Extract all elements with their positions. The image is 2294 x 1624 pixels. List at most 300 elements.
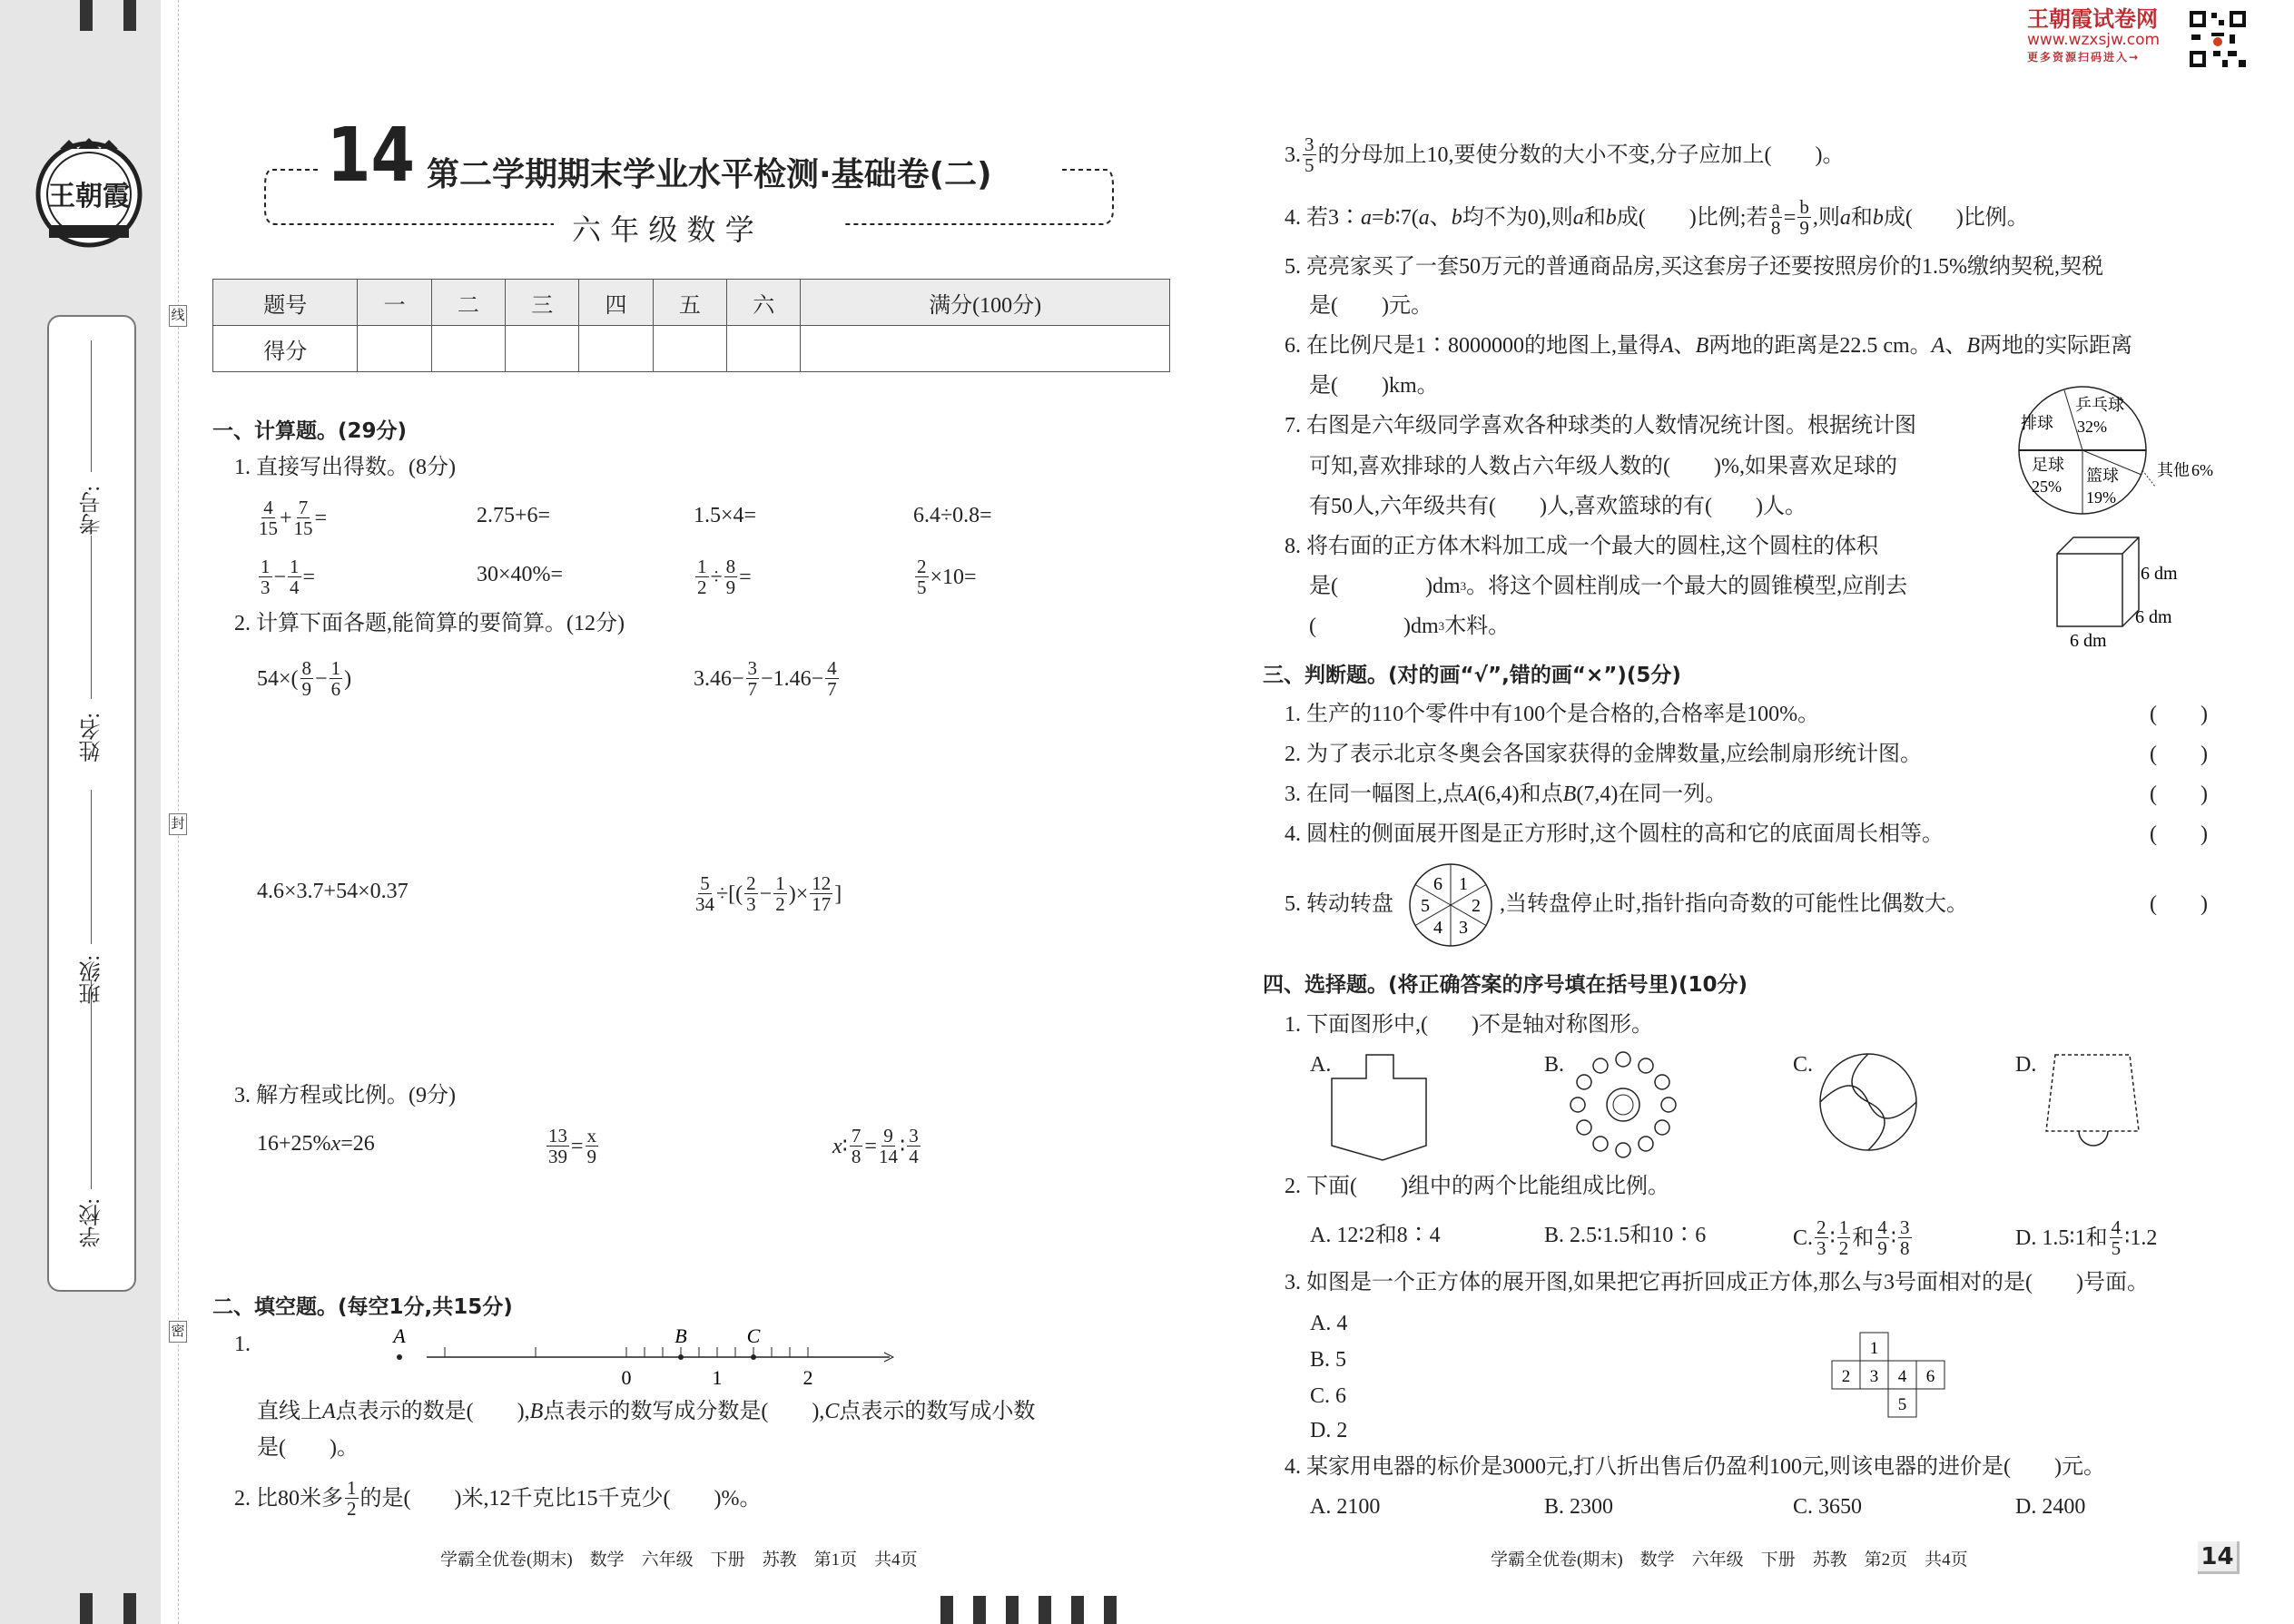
crop-mark <box>80 1593 93 1624</box>
text-run: 4. 圆柱的侧面展开图是正方形时,这个圆柱的高和它的底面周长相等。 <box>1285 822 1944 846</box>
choice-4-option-a: A. 2100 <box>1310 1495 1381 1519</box>
brand-logo[interactable] <box>2027 7 2160 64</box>
numerator: 8 <box>725 556 736 577</box>
slice-label: 篮球 <box>2086 467 2119 485</box>
slice-value: 19% <box>2086 488 2116 507</box>
text-run: 木料。 <box>1444 615 1511 638</box>
cube-figure <box>2052 534 2233 652</box>
score-cell[interactable] <box>727 326 801 372</box>
choice-1-option-a: A. <box>1310 1053 1332 1077</box>
text-run: 点表示的数写成小数 <box>839 1400 1036 1423</box>
variable: a <box>1361 205 1372 230</box>
variable: b <box>1383 205 1395 230</box>
school-field[interactable] <box>91 980 92 1189</box>
text-run: 三、判断题。(对的画“√”,错的画“×”)(5分) <box>1263 664 1681 687</box>
fraction <box>2110 1217 2123 1258</box>
numerator: b <box>1799 196 1809 218</box>
score-cell[interactable] <box>506 326 579 372</box>
text-run: 1.5×4= <box>694 504 757 527</box>
crop-mark <box>123 0 136 31</box>
text-run: = <box>1372 205 1384 230</box>
slice-value: 32% <box>2077 418 2107 436</box>
text-run: = <box>571 1134 584 1158</box>
fraction <box>1898 1217 1912 1258</box>
answer-paren[interactable]: ( ) <box>2150 703 2208 726</box>
text-run: =26 <box>340 1132 375 1156</box>
denominator: 34 <box>695 893 714 915</box>
fill-7-cont <box>1309 488 1807 525</box>
fraction <box>345 1478 359 1519</box>
text-run: = <box>302 565 316 589</box>
choice-2-option-c <box>1793 1217 1914 1258</box>
numerator: 5 <box>700 872 710 894</box>
publisher-logo <box>33 134 145 252</box>
variable: b <box>1872 205 1884 230</box>
text-run: −1.46− <box>761 666 824 691</box>
calc-item <box>913 497 992 534</box>
numerator: 1 <box>775 872 785 894</box>
numerator: 13 <box>548 1125 567 1147</box>
text-run: ,则 <box>1812 205 1840 230</box>
numerator: 3 <box>909 1125 919 1147</box>
header-cell: 三 <box>506 280 579 326</box>
cube-width-label: 6 dm <box>2070 631 2107 651</box>
fraction <box>1769 197 1781 238</box>
crop-mark <box>1104 1596 1117 1624</box>
text-run: 的分母加上10,要使分数的大小不变,分子应加上( )。 <box>1317 143 1845 167</box>
text-run: 1. 直接写出得数。(8分) <box>234 456 456 479</box>
numerator: 4 <box>263 497 273 518</box>
cube-height-label: 6 dm <box>2141 564 2178 584</box>
numerator: 1 <box>261 556 271 577</box>
denominator: 2 <box>347 1498 357 1520</box>
net-face-label: 2 <box>1841 1367 1851 1386</box>
text-run: 5. 转动转盘 <box>1285 892 1393 916</box>
crop-mark <box>123 1593 136 1624</box>
text-run: 2. 比80米多 <box>234 1486 343 1511</box>
table-row <box>213 326 1170 372</box>
fraction <box>746 658 760 699</box>
text-run: 6.4÷0.8= <box>913 504 992 527</box>
text-run: − <box>273 565 287 589</box>
text-run: 的是( )米,12千克比15千克少( )%。 <box>359 1486 762 1511</box>
choice-3-option-b: B. 5 <box>1310 1348 1347 1372</box>
text-run: (7,4)在同一列。 <box>1576 782 1728 806</box>
slice-value: 25% <box>2032 477 2062 496</box>
text-run: = <box>314 506 328 530</box>
choice-4 <box>1285 1449 2105 1485</box>
variable: x <box>330 1132 341 1156</box>
net-face-label: 3 <box>1869 1367 1879 1386</box>
crop-mark <box>940 1596 953 1624</box>
sector-label: 2 <box>1472 896 1481 916</box>
text-run: 3. 解方程或比例。(9分) <box>234 1084 456 1107</box>
numerator: 7 <box>298 497 309 518</box>
fraction <box>1303 134 1316 175</box>
text-run: 是( )。 <box>257 1436 359 1460</box>
equation <box>257 1126 375 1162</box>
denominator: 9 <box>725 576 736 598</box>
text-run: − <box>759 881 773 906</box>
pie-chart <box>2010 381 2228 527</box>
tick-label: 2 <box>802 1366 813 1389</box>
page-footer: 学霸全优卷(期末) 数学 六年级 下册 苏教 第1页 共4页 <box>440 1550 918 1570</box>
slice-label: 足球 <box>2032 456 2064 474</box>
score-cell[interactable] <box>801 326 1170 372</box>
answer-paren[interactable]: ( ) <box>2150 782 2208 806</box>
denominator: 7 <box>827 678 837 700</box>
brand-name: 王朝霞试卷网 <box>2027 6 2158 32</box>
text-run: ) <box>344 666 352 691</box>
text-run: 。将这个圆柱削成一个最大的圆锥模型,应削去 <box>1466 575 1908 598</box>
text-run: ÷[( <box>716 881 743 906</box>
numerator: 4 <box>2111 1216 2122 1238</box>
denominator: 7 <box>747 678 758 700</box>
denominator: 9 <box>1877 1237 1887 1259</box>
answer-paren[interactable]: ( ) <box>2150 743 2208 766</box>
fill-8-cont <box>1309 608 1510 645</box>
logo-text: 王朝霞 <box>48 181 130 212</box>
judge-1 <box>1285 696 1819 733</box>
text-run: )× <box>788 881 809 906</box>
crop-mark <box>973 1596 986 1624</box>
score-table <box>212 279 1170 372</box>
fraction <box>288 556 301 597</box>
net-face-label: 5 <box>1897 1395 1907 1414</box>
calc-item <box>694 556 752 597</box>
slice-value: 6% <box>2191 461 2213 479</box>
denominator: 39 <box>548 1146 567 1167</box>
leader-line <box>2142 470 2155 487</box>
question-1-1 <box>234 449 456 486</box>
text-run: ×10= <box>930 565 977 589</box>
numerator: 3 <box>747 657 758 679</box>
fraction <box>907 1126 921 1166</box>
brand-url[interactable]: www.wzxsjw.com <box>2027 31 2161 49</box>
section-4-heading <box>1263 967 1748 1003</box>
bind-mark-line: 线 <box>169 305 187 327</box>
text-run: 2. 为了表示北京冬奥会各国家获得的金牌数量,应绘制扇形统计图。 <box>1285 743 1922 766</box>
calc-expression <box>257 658 351 699</box>
fraction <box>915 556 929 597</box>
denominator: 5 <box>2111 1237 2122 1259</box>
text-run: 有50人,六年级共有( )人,喜欢篮球的有( )人。 <box>1309 495 1807 518</box>
score-cell[interactable] <box>431 326 505 372</box>
choice-3 <box>1285 1265 2149 1301</box>
choice-2 <box>1285 1168 1669 1205</box>
text-run: 8. 将右面的正方体木料加工成一个最大的圆柱,这个圆柱的体积 <box>1285 535 1878 558</box>
text-run: 5. 亮亮家买了一套50万元的普通商品房,买这套房子还要按照房价的1.5%缴纳契税,契税 <box>1285 255 2103 279</box>
text-run: ∶7( <box>1394 205 1419 230</box>
denominator: 9 <box>1799 217 1809 239</box>
net-face-label: 4 <box>1897 1367 1907 1386</box>
header-cell: 五 <box>653 280 726 326</box>
question-1-3 <box>234 1078 456 1114</box>
variable: A <box>322 1400 336 1423</box>
text-run: 均不为0),则 <box>1462 205 1573 230</box>
variable: b <box>1605 205 1617 230</box>
choice-1-option-b: B. <box>1544 1053 1565 1077</box>
text-run: 直线上 <box>257 1400 322 1423</box>
student-info-panel <box>47 315 136 1292</box>
header-cell: 六 <box>727 280 801 326</box>
denominator: 3 <box>1816 1237 1826 1259</box>
variable: A <box>1660 334 1674 358</box>
numerator: 9 <box>883 1125 893 1147</box>
score-cell[interactable] <box>579 326 653 372</box>
choice-1-option-c: C. <box>1793 1053 1814 1077</box>
sector-label: 4 <box>1433 918 1442 939</box>
fraction <box>724 556 738 597</box>
text-run: 4. 若3∶ <box>1285 205 1361 230</box>
text-run: 和 <box>1850 205 1873 230</box>
text-run: 二、填空题。(每空1分,共15分) <box>212 1295 513 1319</box>
choice-3-option-c: C. 6 <box>1310 1384 1347 1408</box>
text-run: 7. 右图是六年级同学喜欢各种球类的人数情况统计图。根据统计图 <box>1285 414 1916 438</box>
choice-4-option-b: B. 2300 <box>1544 1495 1614 1519</box>
text-run: 、 <box>1429 205 1452 230</box>
text-run: 3. 在同一幅图上,点 <box>1285 782 1464 806</box>
fill-5 <box>1285 249 2103 285</box>
text-run: 是( )km。 <box>1309 374 1439 398</box>
fold-line <box>178 0 179 1624</box>
text-run: B. 2.5∶1.5和10∶6 <box>1544 1224 1707 1247</box>
text-run: 四、选择题。(将正确答案的序号填在括号里)(10分) <box>1263 973 1748 997</box>
numerator: 1 <box>697 556 707 577</box>
denominator: 2 <box>1838 1237 1849 1259</box>
point-label: B <box>674 1324 687 1347</box>
header-cell: 题号 <box>213 280 358 326</box>
fraction <box>695 556 709 597</box>
fraction <box>586 1126 599 1166</box>
text-run: 4. 某家用电器的标价是3000元,打八折出售后仍盈利100元,则该电器的进价是( )元。 <box>1285 1455 2105 1479</box>
calc-item <box>913 556 977 597</box>
numerator: 2 <box>1816 1216 1826 1238</box>
superscript: 3 <box>1460 579 1467 593</box>
row-label: 得分 <box>213 326 358 372</box>
sector-label: 5 <box>1421 896 1430 916</box>
header-cell: 二 <box>431 280 505 326</box>
denominator: 9 <box>586 1146 597 1167</box>
numerator: 3 <box>1900 1216 1910 1238</box>
variable: A <box>1931 334 1945 358</box>
choice-4-option-c: C. 3650 <box>1793 1495 1863 1519</box>
fill-7 <box>1285 408 1916 444</box>
equation <box>545 1126 600 1166</box>
judge-3 <box>1285 776 1727 812</box>
variable: C <box>824 1400 840 1423</box>
text-run: 可知,喜欢排球的人数占六年级人数的( )%,如果喜欢足球的 <box>1309 455 1897 478</box>
text-run: ∶ <box>842 1134 848 1158</box>
text-run: ∶ <box>899 1134 906 1158</box>
net-face-label: 6 <box>1925 1367 1935 1386</box>
numerator: 1 <box>290 556 300 577</box>
spinner-figure <box>1407 861 1498 951</box>
numerator: 1 <box>330 657 341 679</box>
text-run: 3. <box>1285 143 1301 167</box>
bind-mark-secret: 密 <box>169 1321 187 1343</box>
shape-b-figure <box>1567 1048 1679 1161</box>
denominator: 4 <box>290 576 300 598</box>
text-run: ∶1.2 <box>2124 1225 2158 1250</box>
numerator: 12 <box>812 872 832 894</box>
fraction <box>879 1126 898 1166</box>
fill-2-text <box>234 1478 761 1519</box>
bind-mark-seal: 封 <box>169 813 187 835</box>
fill-7-cont <box>1309 448 1897 485</box>
section-3-heading <box>1263 657 1681 694</box>
answer-paren[interactable]: ( ) <box>2150 822 2208 846</box>
brand-tagline: 更多资源扫码进入→ <box>2027 51 2141 64</box>
equation <box>832 1126 922 1166</box>
calc-item <box>477 497 550 534</box>
text-run: 成( )比例;若 <box>1616 205 1768 230</box>
judge-2 <box>1285 736 1922 773</box>
choice-1 <box>1285 1007 1653 1043</box>
fraction <box>850 1126 863 1166</box>
variable: B <box>1966 334 1981 358</box>
text-run: A. 12∶2和8∶4 <box>1310 1224 1441 1247</box>
fill-8-cont <box>1309 568 1907 605</box>
denominator: 8 <box>1770 217 1781 239</box>
exam-id-field[interactable] <box>91 340 92 472</box>
variable: a <box>1839 205 1851 230</box>
score-cell[interactable] <box>358 326 431 372</box>
denominator: 5 <box>1305 154 1314 176</box>
fraction <box>810 873 832 914</box>
numerator: 4 <box>1877 1216 1887 1238</box>
fraction <box>744 873 758 914</box>
fraction <box>695 873 714 914</box>
class-label: 班级: <box>81 955 104 1005</box>
superscript: 3 <box>1438 619 1445 633</box>
answer-paren[interactable]: ( ) <box>2150 892 2208 916</box>
calc-item <box>694 497 756 534</box>
denominator: 3 <box>261 576 271 598</box>
sector-label: 6 <box>1433 873 1442 894</box>
numerator: 2 <box>917 556 927 577</box>
point-label: A <box>393 1324 406 1347</box>
numerator: 7 <box>851 1125 861 1147</box>
numerator: a <box>1771 196 1780 218</box>
section-2-heading <box>212 1289 513 1325</box>
judge-5-cont <box>1500 886 1968 922</box>
numerator: 1 <box>1838 1216 1849 1238</box>
fraction <box>300 658 314 699</box>
sector-label: 1 <box>1459 873 1468 894</box>
judge-5 <box>1285 886 1393 922</box>
slice-label: 其他 <box>2157 461 2190 479</box>
numerator: 3 <box>1305 133 1314 155</box>
text-run: 成( )比例。 <box>1883 205 2029 230</box>
calc-item <box>257 497 327 538</box>
denominator: 2 <box>697 576 707 598</box>
calc-expression <box>694 658 841 699</box>
question-1-2 <box>234 605 625 642</box>
score-cell[interactable] <box>653 326 726 372</box>
numerator: 1 <box>347 1477 357 1499</box>
text-run: 两地的实际距离 <box>1980 334 2133 358</box>
fill-8 <box>1285 528 1878 565</box>
text-run: 1. 下面图形中,( )不是轴对称图形。 <box>1285 1013 1653 1037</box>
variable: a <box>1418 205 1430 230</box>
fill-5-cont <box>1309 288 1433 324</box>
fill-1-text <box>257 1430 359 1466</box>
variable: A <box>1464 782 1478 806</box>
numerator: x <box>586 1125 597 1147</box>
text-run: (6,4)和点 <box>1477 782 1563 806</box>
text-run: 2. 计算下面各题,能简算的要简算。(12分) <box>234 612 625 635</box>
denominator: 4 <box>909 1146 919 1167</box>
text-run: ∶ <box>1890 1225 1897 1250</box>
text-run: + <box>280 506 292 530</box>
variable: B <box>529 1400 544 1423</box>
fraction <box>1797 197 1811 238</box>
calc-item <box>257 556 315 597</box>
number-line <box>393 1321 908 1393</box>
text-run: 、 <box>1673 334 1696 358</box>
point-label: C <box>746 1324 761 1347</box>
fill-1-number <box>234 1326 251 1363</box>
fraction <box>330 658 343 699</box>
class-field[interactable] <box>91 790 92 944</box>
exam-id-label: 考号: <box>81 486 104 536</box>
cube-depth-label: 6 dm <box>2135 607 2172 627</box>
exam-number: 14 <box>327 113 416 199</box>
text-run: ÷ <box>710 565 723 589</box>
numerator: 4 <box>827 657 837 679</box>
denominator: 6 <box>330 678 341 700</box>
qr-code-icon[interactable] <box>2188 9 2248 69</box>
fraction <box>294 497 313 538</box>
text-run: 和 <box>1583 205 1606 230</box>
denominator: 5 <box>917 576 927 598</box>
text-run: D. 1.5∶1和 <box>2015 1225 2108 1250</box>
choice-3-option-a: A. 4 <box>1310 1312 1348 1335</box>
fraction <box>259 556 272 597</box>
denominator: 3 <box>746 893 756 915</box>
exam-subtitle: 六 年 级 数 学 <box>572 212 754 247</box>
exam-title: 第二学期期末学业水平检测·基础卷(二) <box>427 156 992 193</box>
fraction <box>546 1126 569 1166</box>
variable: x <box>832 1134 842 1158</box>
calc-expression <box>694 873 842 914</box>
text-run: 点表示的数写成分数是( ), <box>543 1400 825 1423</box>
page-number-badge: 14 <box>2198 1541 2240 1574</box>
name-field[interactable] <box>91 536 92 699</box>
text-run: 1. 生产的110个零件中有100个是合格的,合格率是100%。 <box>1285 703 1820 726</box>
text-run: 4.6×3.7+54×0.37 <box>257 880 409 903</box>
shape-d-figure <box>2043 1051 2142 1155</box>
text-run: 、 <box>1944 334 1967 358</box>
text-run: ∶ <box>1829 1225 1836 1250</box>
crop-mark <box>1039 1596 1051 1624</box>
net-face-label: 1 <box>1869 1339 1879 1358</box>
text-run: 30×40%= <box>477 563 564 586</box>
name-label: 姓名: <box>81 713 104 763</box>
text-run: 3. 如图是一个正方体的展开图,如果把它再折回成正方体,那么与3号面相对的是( )号面。 <box>1285 1271 2149 1294</box>
tick-label: 1 <box>712 1366 723 1389</box>
text-run: 一、计算题。(29分) <box>212 419 408 443</box>
table-row <box>213 280 1170 326</box>
text-run: 6. 在比例尺是1∶8000000的地图上,量得 <box>1285 334 1660 358</box>
text-run: 54×( <box>257 666 299 691</box>
fill-3 <box>1285 134 1844 175</box>
choice-1-option-d: D. <box>2015 1053 2037 1077</box>
calc-expression <box>257 873 409 910</box>
choice-2-option-b <box>1544 1217 1706 1254</box>
numerator: 2 <box>746 872 756 894</box>
